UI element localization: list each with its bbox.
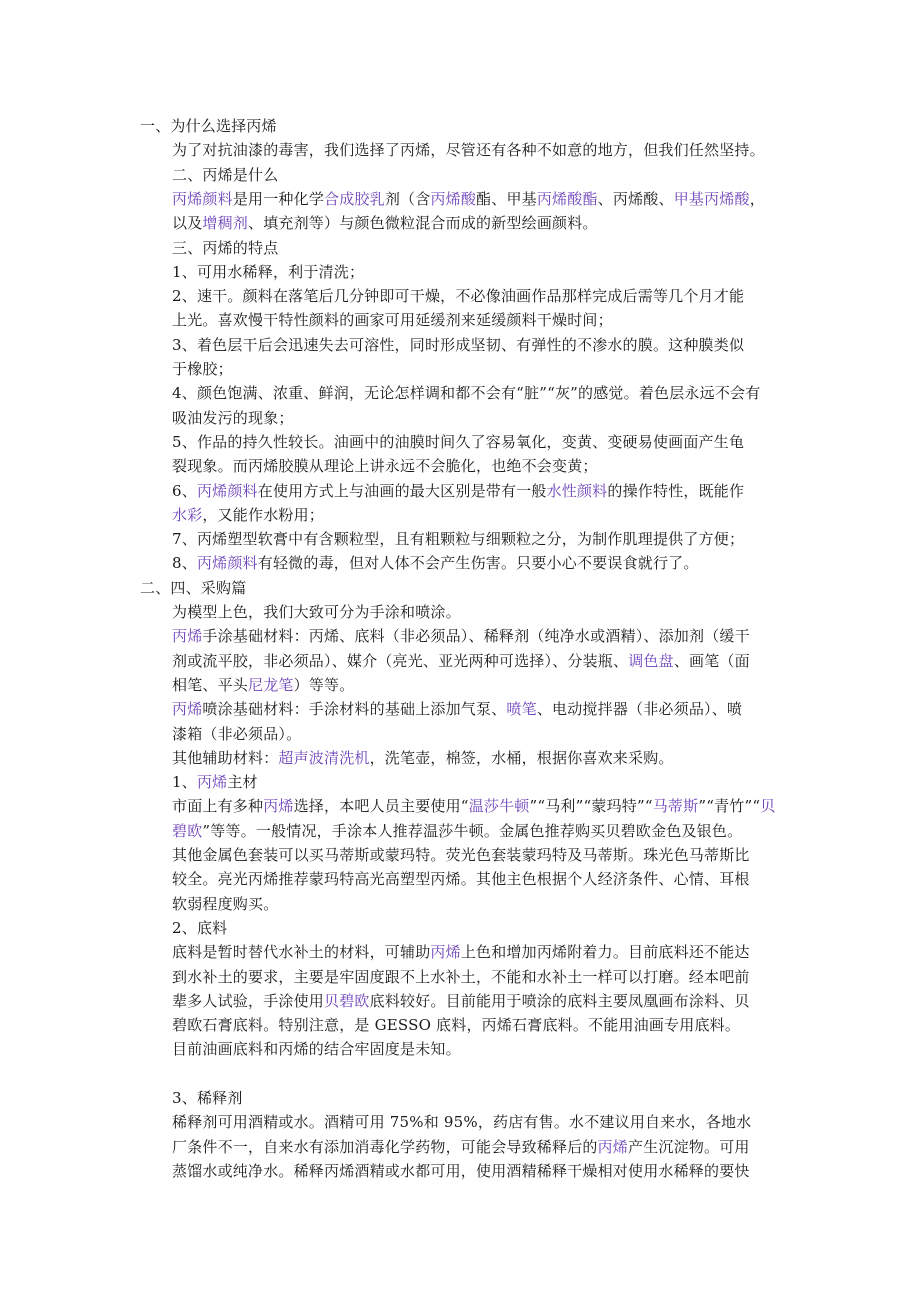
text-span: 于橡胶； — [172, 360, 233, 378]
text-line — [172, 284, 744, 308]
text-line — [172, 479, 744, 503]
text-span: 主材 — [227, 773, 258, 792]
text-span: 7、丙烯塑型软膏中有含颗粒型，且有粗颗粒与细颗粒之分，为制作肌理提供了方便； — [172, 530, 745, 549]
text-span: 辈多人试验，手涂使用 — [172, 991, 325, 1010]
text-span: ， — [749, 189, 765, 208]
term-link[interactable]: 丙烯颜料 — [172, 189, 233, 208]
text-line — [172, 1110, 751, 1134]
term-link[interactable]: 尼龙笔 — [248, 675, 294, 694]
text-span: 三、丙烯的特点 — [172, 238, 279, 257]
text-line — [172, 138, 765, 162]
text-line — [172, 722, 301, 746]
term-link[interactable]: 丙烯酸 — [430, 189, 477, 208]
term-link[interactable]: 水彩 — [172, 505, 203, 524]
term-link[interactable]: 丙烯 — [196, 773, 228, 792]
text-span: ”“青竹”“ — [698, 797, 761, 816]
text-line — [172, 600, 461, 624]
text-span: 为模型上色，我们大致可分为手涂和喷涂。 — [172, 603, 461, 621]
term-link[interactable]: 丙烯颜料 — [196, 554, 258, 573]
text-span: 剂或流平胶，非必须品）、媒介（亮光、亚光两种可选择）、分装瓶、 — [172, 651, 629, 670]
text-span: 到水补土的要求，主要是牢固度跟不上水补土，不能和水补土一样可以打磨。经本吧前 — [172, 967, 750, 986]
term-link[interactable]: 增稠剂 — [202, 214, 249, 233]
text-line — [172, 989, 750, 1013]
text-span: 酯、甲基 — [476, 189, 537, 208]
text-span: ）等等。 — [293, 675, 355, 694]
text-span: 4、颜色饱满、浓重、鲜润，无论怎样调和都不会有“脏”“灰”的感觉。着色层永远不会有 — [172, 384, 761, 403]
text-span: 一、为什么选择丙烯 — [140, 117, 277, 135]
text-span: 为了对抗油漆的毒害，我们选择了丙烯，尽管还有各种不如意的地方，但我们任然坚持。 — [172, 141, 765, 160]
text-span: 在使用方式上与油画的最大区别是带有一般 — [257, 481, 547, 500]
text-span: 2、底料 — [172, 918, 228, 937]
text-line — [172, 794, 775, 818]
text-line — [172, 260, 364, 284]
text-span: 裂现象。而丙烯胶膜从理论上讲永远不会脆化，也绝不会变黄； — [172, 457, 598, 476]
text-line — [172, 940, 750, 964]
text-span: 厂条件不一，自来水有添加消毒化学药物，可能会导致稀释后的 — [172, 1137, 598, 1156]
text-span: 有轻微的毒，但对人体不会产生伤害。只要小心不要误食就行了。 — [257, 554, 699, 573]
text-span: 吸油发污的现象； — [172, 408, 294, 427]
text-line — [172, 187, 765, 211]
text-span: 、电动搅拌器（非必须品）、喷 — [536, 700, 743, 719]
text-span: 稀释剂可用酒精或水。酒精可用 75%和 95%，药店有售。水不建议用自来水，各地水 — [172, 1113, 752, 1132]
text-span: 2、速干。颜料在落笔后几分钟即可干燥，不必像油画作品那样完成后需等几个月才能 — [172, 287, 745, 306]
text-span: 手涂基础材料：丙烯、底料（非必须品）、稀释剂（纯净水或酒精）、添加剂（缓干 — [202, 627, 750, 646]
term-link[interactable]: 甲基丙烯酸 — [673, 189, 750, 208]
term-link[interactable]: 丙烯酸酯 — [536, 189, 598, 208]
term-link[interactable]: 丙烯 — [172, 627, 203, 646]
text-line — [140, 576, 246, 600]
text-span: 底料是暂时替代水补土的材料，可辅助 — [172, 943, 431, 962]
text-line — [172, 1086, 243, 1110]
text-line — [172, 624, 750, 648]
text-line — [172, 381, 760, 405]
text-span: 相笔、平头 — [172, 675, 249, 694]
text-line — [172, 916, 227, 940]
text-line — [172, 843, 750, 867]
text-span: 软弱程度购买。 — [172, 894, 279, 913]
text-span: 6、 — [172, 481, 197, 500]
text-line — [172, 527, 744, 551]
text-line — [172, 454, 598, 478]
text-span: 其他辅助材料： — [172, 748, 279, 767]
text-span: 产生沉淀物。可用 — [628, 1137, 750, 1156]
text-line — [140, 114, 277, 138]
text-line — [172, 1135, 750, 1159]
text-line — [172, 892, 278, 916]
text-line — [172, 770, 258, 794]
text-span: 漆箱（非必须品）。 — [172, 724, 302, 743]
text-line — [172, 649, 750, 673]
text-span: 1、可用水稀释，利于清洗； — [172, 262, 365, 281]
text-span: 喷涂基础材料：手涂材料的基础上添加气泵、 — [202, 700, 507, 719]
text-span: 5、作品的持久性较长。油画中的油膜时间久了容易氧化，变黄、变硬易使画面产生龟 — [172, 432, 745, 451]
text-span: 目前油画底料和丙烯的结合牢固度是未知。 — [172, 1040, 461, 1059]
term-link[interactable]: 丙烯 — [430, 943, 461, 962]
term-link[interactable]: 丙烯 — [597, 1137, 629, 1156]
text-span: 1、 — [172, 773, 197, 792]
term-link[interactable]: 温莎牛顿 — [468, 797, 530, 816]
text-span: 上光。喜欢慢干特性颜料的画家可用延缓剂来延缓颜料干燥时间； — [172, 311, 613, 330]
text-line — [172, 1159, 750, 1183]
text-span: 蒸馏水或纯净水。稀释丙烯酒精或水都可用，使用酒精稀释干燥相对使用水稀释的要快 — [172, 1161, 750, 1180]
text-line — [172, 236, 278, 260]
text-span: 剂（含 — [384, 189, 431, 208]
text-span: 上色和增加丙烯附着力。目前底料还不能达 — [460, 943, 750, 962]
text-span: 其他金属色套装可以买马蒂斯或蒙玛特。荧光色套装蒙玛特及马蒂斯。珠光色马蒂斯比 — [172, 846, 750, 864]
text-line — [172, 357, 233, 381]
term-link[interactable]: 贝 — [760, 797, 776, 816]
text-span: ，洗笔壶，棉签，水桶，根据你喜欢来采购。 — [369, 748, 674, 767]
text-line — [172, 965, 750, 989]
text-span: 、画笔（面 — [673, 651, 750, 670]
text-line — [172, 673, 354, 697]
text-span: 8、 — [172, 554, 197, 573]
text-span: 碧欧石膏底料。特别注意，是 GESSO 底料，丙烯石膏底料。不能用油画专用底料。 — [172, 1016, 741, 1035]
text-line — [172, 406, 294, 430]
term-link[interactable]: 碧欧 — [172, 821, 203, 840]
text-line — [172, 333, 744, 357]
text-span: 3、着色层干后会迅速失去可溶性，同时形成坚韧、有弹性的不渗水的膜。这种膜类似 — [172, 335, 745, 354]
text-line — [172, 430, 744, 454]
text-line — [172, 308, 613, 332]
text-span: 底料较好。目前能用于喷涂的底料主要凤凰画布涂料、贝 — [369, 991, 750, 1010]
text-line — [172, 1037, 461, 1061]
text-span: 3、稀释剂 — [172, 1089, 243, 1107]
text-span: 市面上有多种 — [172, 797, 264, 816]
text-line — [172, 211, 598, 235]
term-link[interactable]: 丙烯 — [263, 797, 294, 816]
text-span: 、丙烯酸、 — [597, 189, 674, 208]
term-link[interactable]: 超声波清洗机 — [278, 748, 370, 767]
text-span: 以及 — [172, 214, 203, 233]
text-span: ，又能作水粉用； — [202, 505, 325, 524]
text-line — [172, 746, 674, 770]
text-span: 选择，本吧人员主要使用“ — [293, 797, 469, 816]
term-link[interactable]: 合成胶乳 — [324, 189, 385, 208]
text-span: 、填充剂等）与颜色微粒混合而成的新型绘画颜料。 — [248, 214, 598, 233]
text-span: 二、四、采购篇 — [140, 578, 247, 597]
text-span: 是用一种化学 — [232, 189, 325, 208]
term-link[interactable]: 调色盘 — [628, 651, 674, 670]
text-line — [172, 697, 742, 721]
term-link[interactable]: 喷笔 — [506, 700, 537, 719]
text-line — [172, 163, 278, 187]
text-line — [172, 551, 699, 575]
term-link[interactable]: 贝碧欧 — [324, 991, 370, 1010]
text-span: ”“马利”“蒙玛特”“ — [529, 797, 653, 816]
text-span: ”等等。一般情况，手涂本人推荐温莎牛顿。金属色推荐购买贝碧欧金色及银色。 — [202, 821, 743, 840]
text-span: 二、丙烯是什么 — [172, 165, 279, 184]
text-line — [172, 867, 750, 891]
text-line — [172, 503, 324, 527]
term-link[interactable]: 水性颜料 — [546, 481, 608, 500]
term-link[interactable]: 丙烯颜料 — [196, 481, 258, 500]
text-span: 的操作特性，既能作 — [607, 481, 745, 500]
term-link[interactable]: 马蒂斯 — [652, 797, 699, 816]
text-span: 较全。亮光丙烯推荐蒙玛特高光高塑型丙烯。其他主色根据个人经济条件、心情、耳根 — [172, 870, 750, 889]
text-line — [172, 1013, 740, 1037]
text-line — [172, 819, 742, 843]
term-link[interactable]: 丙烯 — [172, 700, 203, 719]
